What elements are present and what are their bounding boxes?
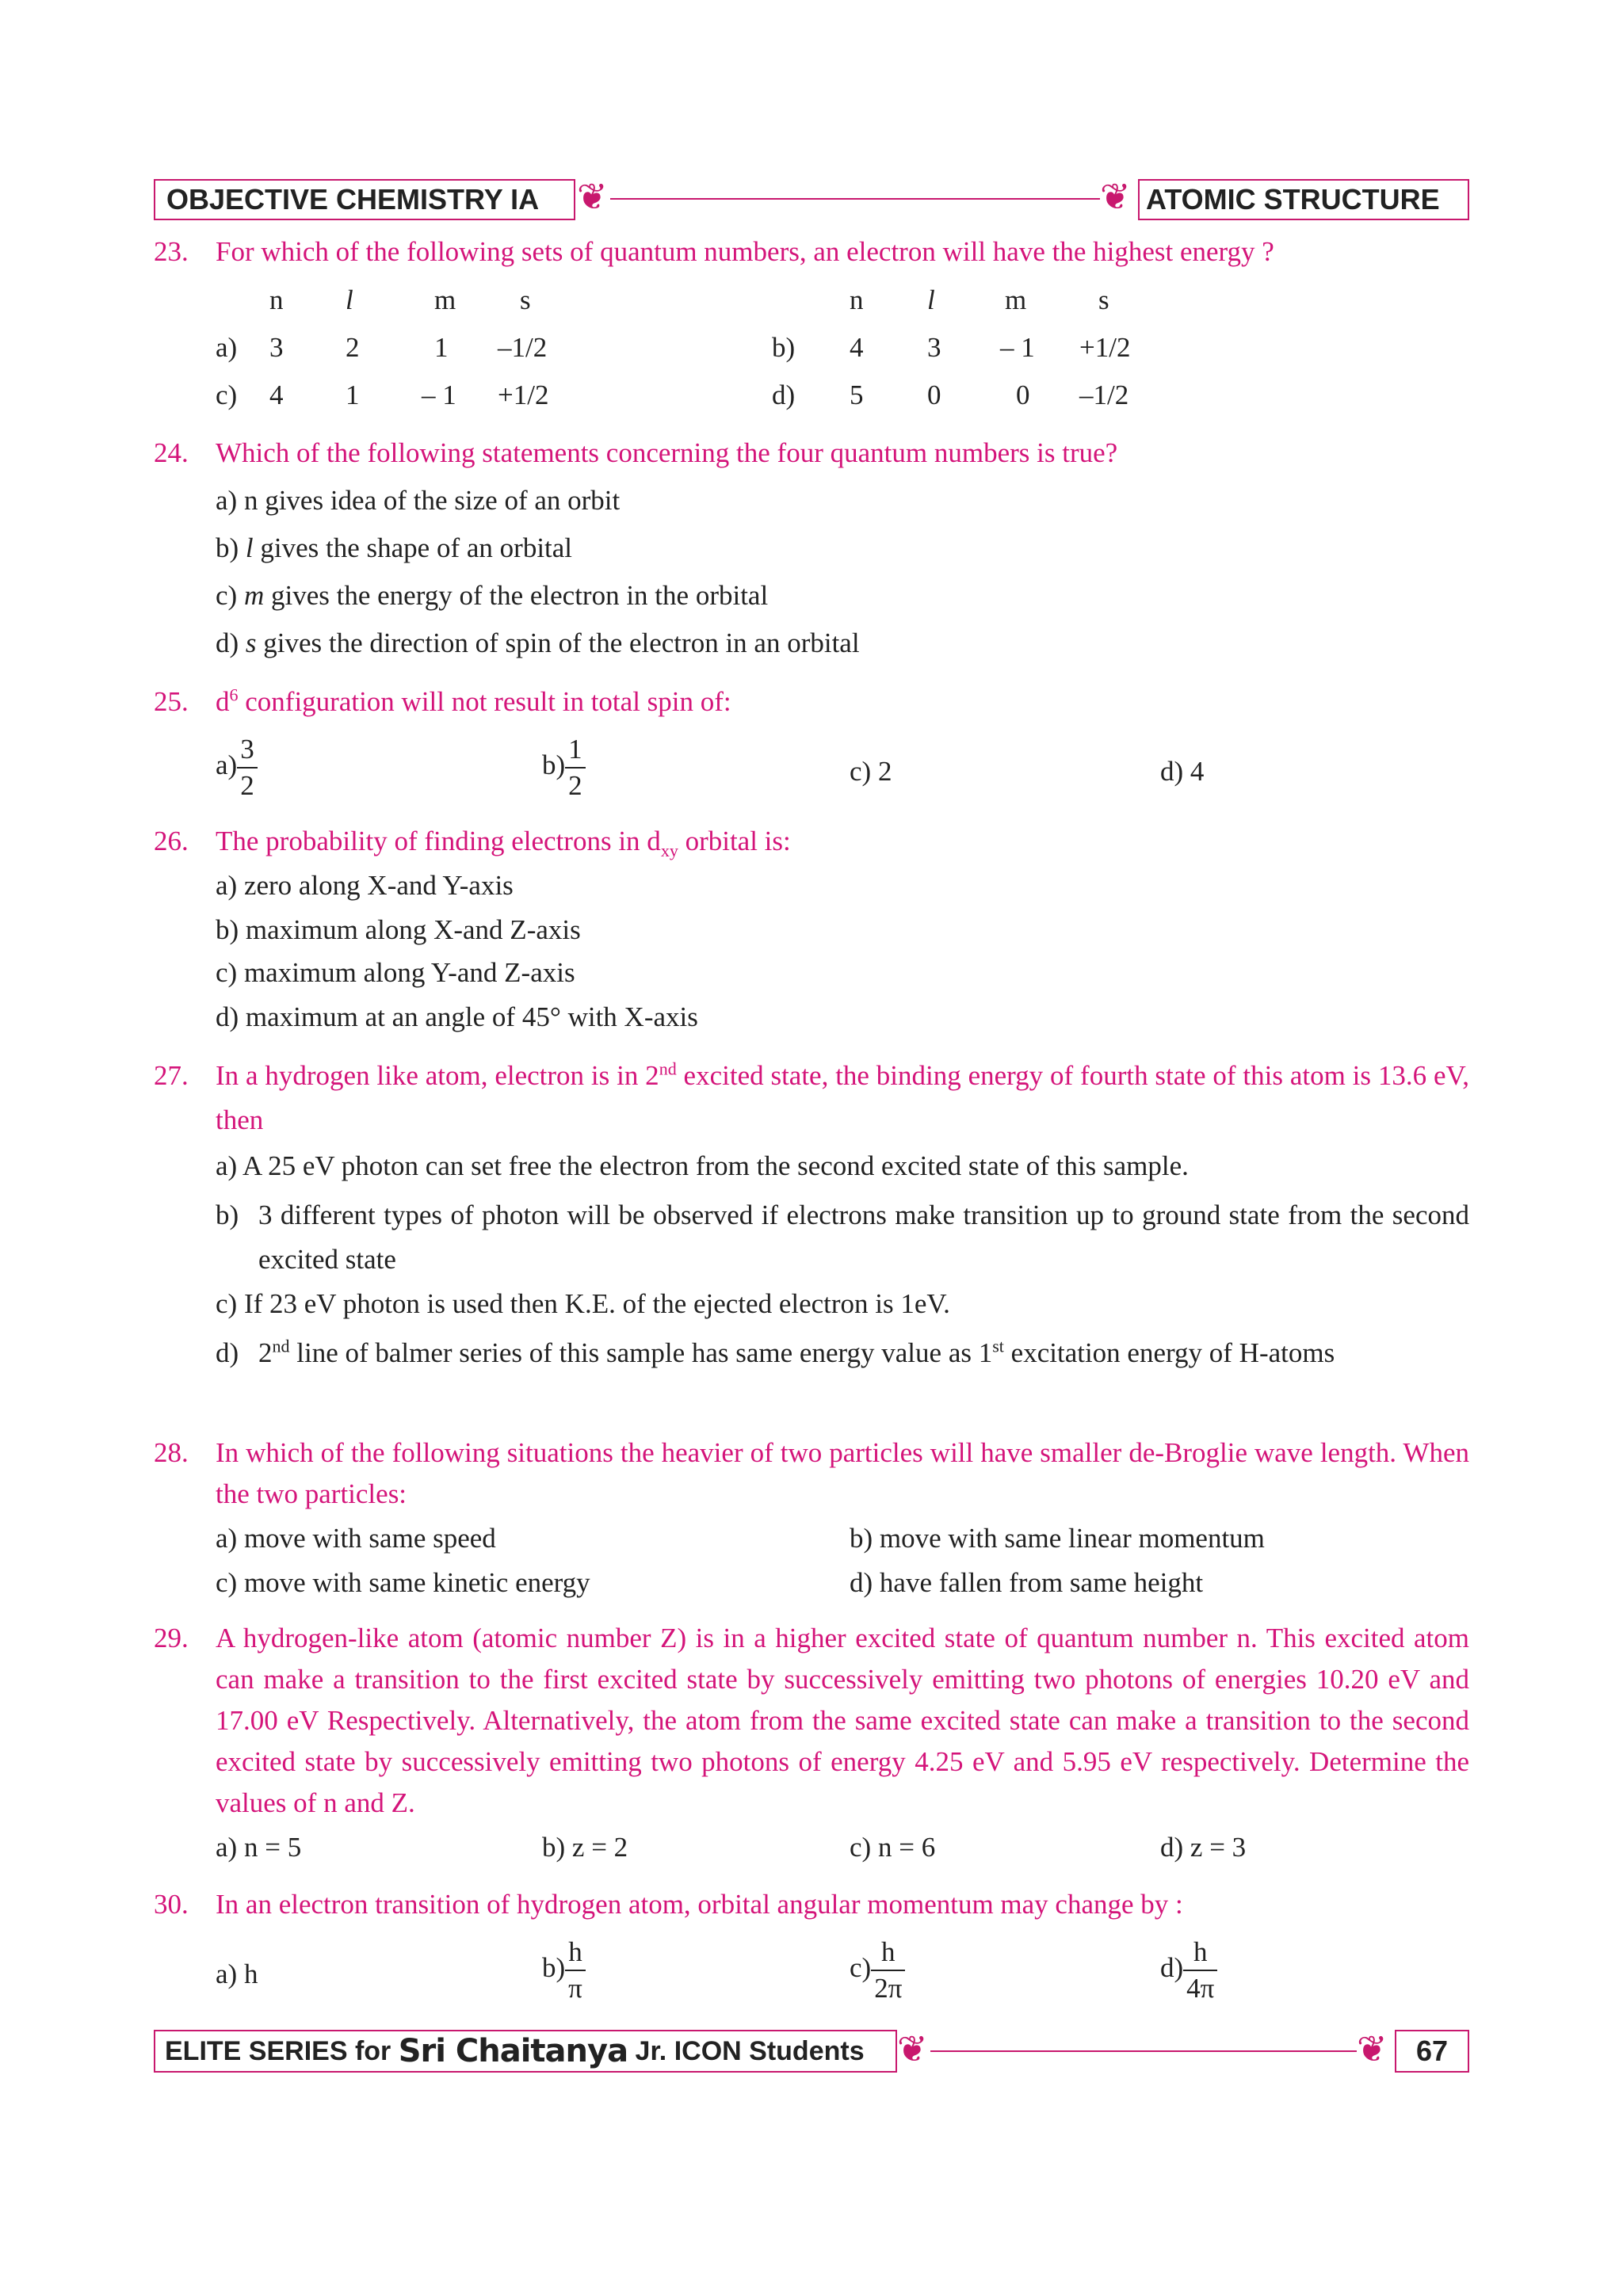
option-a — [216, 1518, 496, 1559]
option-d — [1160, 1827, 1246, 1868]
option-label: c) — [850, 1832, 872, 1863]
option-text: maximum at an angle of 45° with X-axis — [245, 1001, 698, 1032]
option-a — [216, 865, 514, 906]
question-text: $d^6$ configuration will not result in total spin of: — [216, 685, 731, 717]
option-label: d) — [216, 627, 239, 658]
option-label: b) — [542, 1952, 566, 1984]
option-c — [216, 952, 575, 994]
option-d — [1160, 1935, 1217, 2006]
option-label: a) — [216, 1523, 238, 1554]
option-d — [1160, 751, 1204, 792]
question-number: 25. — [154, 686, 189, 717]
option-a — [216, 1954, 258, 1995]
table-cell: 0 — [1016, 379, 1030, 410]
option-label: a) — [216, 1832, 238, 1863]
option-label: c) — [216, 1567, 238, 1598]
option-label: b) — [542, 749, 566, 781]
option-c — [850, 1827, 935, 1868]
option-text: z = 2 — [571, 1832, 628, 1863]
option-label: d) — [216, 1337, 239, 1368]
option-a — [216, 1827, 301, 1868]
question-number: 26. — [154, 826, 189, 856]
question-27 — [154, 1054, 1469, 1142]
option-label: d) — [216, 1001, 239, 1032]
option-c — [216, 1283, 950, 1325]
question-number: 29. — [154, 1623, 189, 1653]
table-cell: 4 — [269, 379, 284, 410]
page-number: 67 — [1415, 2035, 1449, 2067]
option-c — [850, 751, 892, 792]
option-text: If 23 eV photon is used then K.E. of the ejected electron is 1eV. — [243, 1288, 950, 1319]
option-label: c) — [216, 957, 238, 988]
option-b — [216, 528, 572, 569]
table-header-l: l — [346, 284, 353, 315]
question-text: A hydrogen-like atom (atomic number Z) is in a higher excited state of quantum number n. This excited atom can make a transition to the first excited state by successively emitting two photons of energies 10.20 eV and 17.00 eV Respectively. Alternatively, the atom from the same excited state can make a transition to the second excited state by successively emitting two photons of energy 4.25 eV and 5.95 eV respectively. Determine the values of n and Z. — [216, 1623, 1469, 1818]
table-cell: 1 — [434, 332, 449, 363]
fraction: $\frac{h}{2\pi}$ — [871, 1935, 905, 2006]
option-label: d) — [772, 379, 796, 410]
option-d — [216, 1331, 1469, 1375]
option-label: b) — [542, 1832, 566, 1863]
option-a — [216, 1146, 1469, 1187]
option-label: c) — [850, 756, 872, 787]
table-cell: 4 — [850, 332, 864, 363]
table-cell: 3 — [269, 332, 284, 363]
option-label: c) — [216, 580, 238, 611]
option-text: gives the shape of an orbital — [260, 532, 573, 563]
option-text: zero along X-and Y-axis — [243, 870, 514, 901]
table-cell: +1/2 — [1079, 332, 1131, 363]
option-text: move with same linear momentum — [879, 1523, 1265, 1554]
fraction: $\frac{1}{2}$ — [565, 732, 586, 803]
table-cell: 1 — [346, 379, 360, 410]
option-text: A 25 eV photon can set free the electron from the second excited state of this sample. — [242, 1150, 1189, 1181]
table-cell: –1/2 — [1079, 379, 1129, 410]
option-label: b) — [850, 1523, 873, 1554]
header-right-title: ATOMIC STRUCTURE — [1146, 183, 1440, 215]
table-cell: –1/2 — [498, 332, 548, 363]
table-cell: – 1 — [422, 379, 456, 410]
table-header-m: m — [1005, 284, 1027, 315]
table-cell: +1/2 — [498, 379, 549, 410]
option-a — [216, 480, 620, 521]
option-c — [850, 1935, 905, 2006]
question-number: 24. — [154, 437, 189, 468]
option-b — [542, 732, 586, 803]
option-text: move with same speed — [243, 1523, 496, 1554]
fraction: $\frac{h}{4\pi}$ — [1183, 1935, 1217, 2006]
floral-flourish-icon: ❦ — [577, 177, 608, 217]
table-cell: – 1 — [1000, 332, 1035, 363]
option-d — [850, 1562, 1203, 1604]
option-text: gives the energy of the electron in the orbital — [270, 580, 769, 611]
option-text: gives the direction of spin of the electron in an orbital — [263, 627, 860, 658]
table-header-s: s — [1098, 284, 1109, 315]
table-header-n: n — [269, 284, 284, 315]
option-label: d) — [1160, 1832, 1184, 1863]
question-28 — [154, 1432, 1469, 1515]
header-right-title-box — [1138, 179, 1469, 220]
option-b — [542, 1935, 586, 2006]
option-b — [542, 1827, 628, 1868]
table-header-m: m — [434, 284, 456, 315]
option-b — [216, 1193, 1469, 1282]
option-label: d) — [850, 1567, 873, 1598]
option-text: n gives idea of the size of an orbit — [243, 485, 621, 516]
option-b — [850, 1518, 1265, 1559]
option-label: c) — [216, 379, 238, 410]
question-26 — [154, 821, 1469, 862]
page-number-box — [1395, 2030, 1469, 2073]
option-label: d) — [1160, 756, 1184, 787]
question-23 — [154, 231, 1469, 273]
question-number: 28. — [154, 1437, 189, 1468]
floral-flourish-icon: ❦ — [897, 2029, 928, 2069]
footer-series-text: ELITE SERIES for — [165, 2035, 391, 2066]
quantum-symbol: m — [243, 580, 265, 611]
option-label: a) — [216, 485, 238, 516]
option-text: n = 5 — [243, 1832, 302, 1863]
question-text: Which of the following statements concerning the four quantum numbers is true? — [216, 437, 1118, 468]
option-text: 4 — [1190, 756, 1205, 787]
option-text: have fallen from same height — [879, 1567, 1204, 1598]
question-30 — [154, 1884, 1469, 1925]
table-cell: 0 — [927, 379, 941, 410]
table-header-s: s — [520, 284, 531, 315]
question-number: 30. — [154, 1889, 189, 1920]
header-left-title-box — [154, 179, 575, 220]
fraction: $\frac{h}{\pi}$ — [565, 1935, 586, 2006]
question-text: For which of the following sets of quantum numbers, an electron will have the highest energy ? — [216, 236, 1274, 267]
footer-brand: Sri Chaitanya — [398, 2033, 628, 2069]
option-label: d) — [1160, 1952, 1184, 1984]
option-text: 2nd line of balmer series of this sample has same energy value as 1st excitation energy of H-atoms — [258, 1336, 1335, 1368]
option-text: 3 different types of photon will be observed if electrons make transition up to ground state from the second excited state — [258, 1199, 1469, 1275]
question-text: In which of the following situations the heavier of two particles will have smaller de-Broglie wave length. When the two particles: — [216, 1437, 1469, 1509]
footer-series-box — [154, 2030, 897, 2073]
option-text: z = 3 — [1190, 1832, 1247, 1863]
header-divider-line — [610, 198, 1100, 200]
question-24 — [154, 433, 1469, 474]
question-number: 23. — [154, 236, 189, 267]
option-label: c) — [216, 1288, 238, 1319]
option-text: h — [243, 1958, 258, 1989]
option-label: b) — [216, 532, 239, 563]
option-label: a) — [216, 1958, 238, 1989]
option-text: n = 6 — [877, 1832, 936, 1863]
option-label: b) — [216, 1199, 239, 1230]
option-label: b) — [216, 914, 239, 945]
quantum-number-table — [0, 277, 1623, 420]
option-label: b) — [772, 332, 796, 363]
option-c — [216, 575, 768, 616]
question-25 — [154, 681, 1469, 723]
footer-students-text: Jr. ICON Students — [635, 2035, 865, 2066]
fraction: $\frac{3}{2}$ — [237, 732, 258, 803]
question-number: 27. — [154, 1060, 189, 1091]
table-cell: 3 — [927, 332, 941, 363]
footer-divider-line — [930, 2050, 1357, 2052]
option-a — [216, 732, 258, 803]
question-text: The probability of finding electrons in $d_{xy}$ orbital is: — [216, 826, 791, 860]
table-cell: 2 — [346, 332, 360, 363]
option-text: maximum along Y-and Z-axis — [243, 957, 575, 988]
header-left-title: OBJECTIVE CHEMISTRY IA — [166, 183, 540, 215]
table-header-l: l — [927, 284, 935, 315]
question-text: In a hydrogen like atom, electron is in 2nd excited state, the binding energy of fourth state of this atom is 13.6 eV, then — [216, 1058, 1470, 1135]
option-d — [216, 997, 698, 1038]
option-label: c) — [850, 1952, 872, 1984]
quantum-symbol: s — [245, 627, 257, 658]
table-cell: 5 — [850, 379, 864, 410]
option-d — [216, 623, 860, 664]
option-label: a) — [216, 749, 238, 781]
option-c — [216, 1562, 590, 1604]
option-label: a) — [216, 332, 238, 363]
option-text: 2 — [877, 756, 892, 787]
option-label: a) — [216, 870, 238, 901]
question-text: In an electron transition of hydrogen atom, orbital angular momentum may change by : — [216, 1889, 1183, 1920]
option-label: a) — [216, 1150, 238, 1181]
quantum-symbol: l — [245, 532, 254, 563]
option-text: maximum along X-and Z-axis — [245, 914, 581, 945]
option-text: move with same kinetic energy — [243, 1567, 590, 1598]
floral-flourish-icon: ❦ — [1357, 2029, 1388, 2069]
question-29 — [154, 1618, 1469, 1824]
table-header-n: n — [850, 284, 864, 315]
option-b — [216, 910, 581, 951]
floral-flourish-icon: ❦ — [1100, 177, 1131, 217]
